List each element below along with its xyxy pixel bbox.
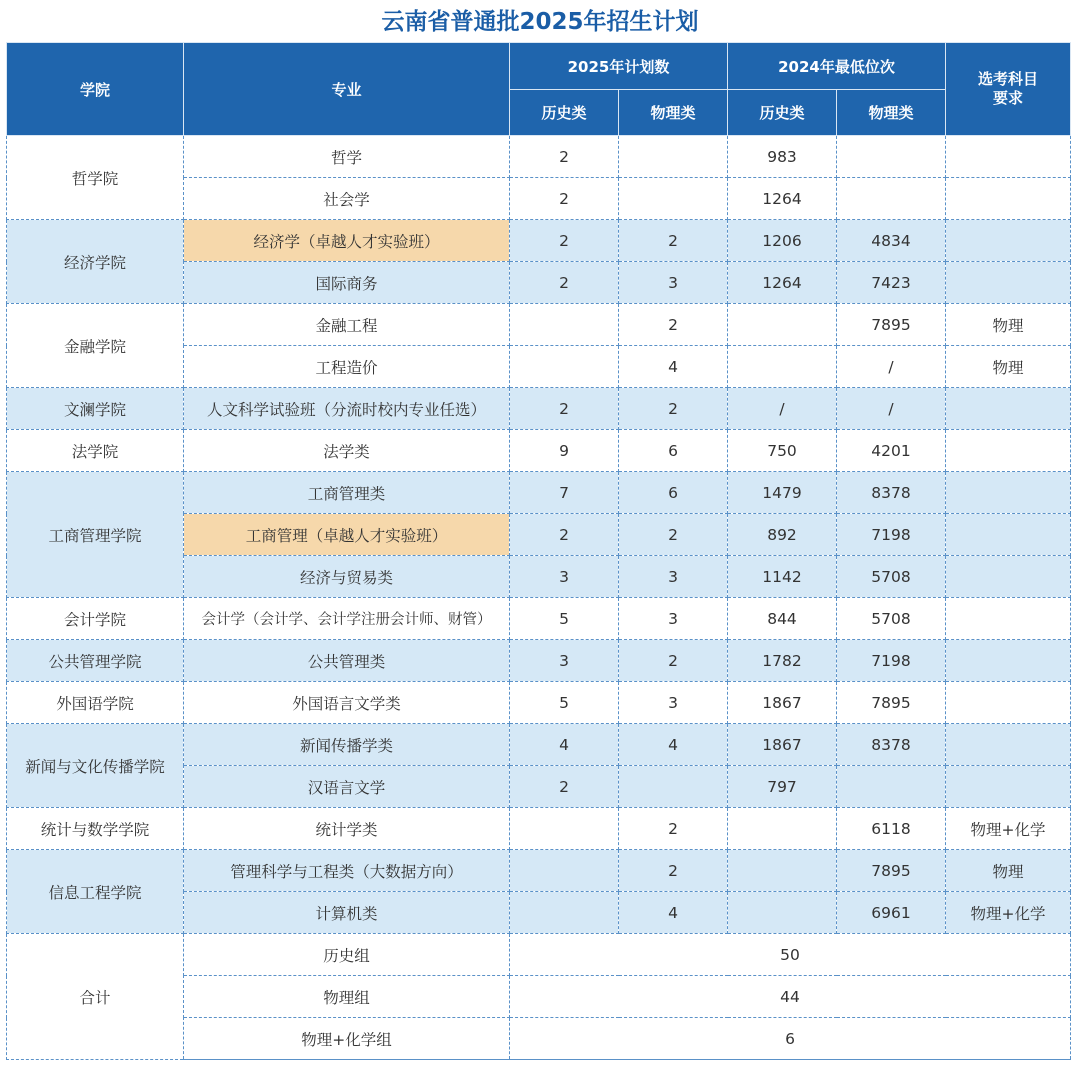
requirement-cell — [946, 598, 1071, 640]
requirement-cell — [946, 430, 1071, 472]
rank-history-cell: 797 — [728, 766, 837, 808]
rank-history-cell: / — [728, 388, 837, 430]
plan-physics-cell: 2 — [619, 304, 728, 346]
major-cell: 哲学 — [184, 136, 510, 178]
major-cell: 统计学类 — [184, 808, 510, 850]
major-cell: 会计学（会计学、会计学注册会计师、财管） — [184, 598, 510, 640]
major-cell: 金融工程 — [184, 304, 510, 346]
plan-physics-cell: 4 — [619, 724, 728, 766]
plan-history-cell: 2 — [510, 262, 619, 304]
totals-row — [7, 934, 1071, 976]
rank-physics-cell: 5708 — [837, 556, 946, 598]
plan-history-cell — [510, 850, 619, 892]
plan-history-cell — [510, 346, 619, 388]
plan-history-cell — [510, 304, 619, 346]
rank-history-cell — [728, 346, 837, 388]
table-row — [7, 136, 1071, 178]
major-cell-highlighted: 经济学（卓越人才实验班） — [184, 220, 510, 262]
major-cell-highlighted: 工商管理（卓越人才实验班） — [184, 514, 510, 556]
plan-history-cell: 5 — [510, 598, 619, 640]
table-row — [7, 388, 1071, 430]
college-cell: 哲学院 — [7, 136, 184, 220]
college-cell: 法学院 — [7, 430, 184, 472]
plan-physics-cell — [619, 766, 728, 808]
major-cell: 国际商务 — [184, 262, 510, 304]
table-row — [7, 640, 1071, 682]
plan-history-cell: 3 — [510, 640, 619, 682]
table-row — [7, 808, 1071, 850]
rank-physics-cell: 5708 — [837, 598, 946, 640]
table-body — [7, 136, 1071, 1060]
major-cell: 人文科学试验班（分流时校内专业任选） — [184, 388, 510, 430]
rank-history-cell: 1206 — [728, 220, 837, 262]
requirement-cell: 物理 — [946, 304, 1071, 346]
page-title: 云南省普通批2025年招生计划 — [381, 9, 699, 35]
plan-physics-cell: 2 — [619, 640, 728, 682]
college-cell: 信息工程学院 — [7, 850, 184, 934]
major-cell: 法学类 — [184, 430, 510, 472]
plan-history-cell — [510, 892, 619, 934]
rank-physics-cell: 7895 — [837, 682, 946, 724]
rank-history-cell: 844 — [728, 598, 837, 640]
college-cell: 金融学院 — [7, 304, 184, 388]
plan-physics-cell: 2 — [619, 808, 728, 850]
college-cell: 会计学院 — [7, 598, 184, 640]
plan-physics-cell: 6 — [619, 430, 728, 472]
major-cell: 新闻传播学类 — [184, 724, 510, 766]
major-cell: 管理科学与工程类（大数据方向） — [184, 850, 510, 892]
requirement-cell — [946, 556, 1071, 598]
plan-history-cell: 5 — [510, 682, 619, 724]
plan-physics-cell: 2 — [619, 514, 728, 556]
college-cell: 统计与数学学院 — [7, 808, 184, 850]
table-row — [7, 220, 1071, 262]
college-cell: 新闻与文化传播学院 — [7, 724, 184, 808]
rank-physics-cell: 4834 — [837, 220, 946, 262]
totals-value: 6 — [510, 1018, 1071, 1060]
rank-physics-cell: / — [837, 388, 946, 430]
plan-physics-cell: 4 — [619, 892, 728, 934]
table-row — [7, 430, 1071, 472]
plan-physics-cell — [619, 178, 728, 220]
rank-history-cell: 750 — [728, 430, 837, 472]
college-cell: 经济学院 — [7, 220, 184, 304]
rank-physics-cell: 7198 — [837, 640, 946, 682]
plan-physics-cell — [619, 136, 728, 178]
major-cell: 社会学 — [184, 178, 510, 220]
totals-value: 44 — [510, 976, 1071, 1018]
requirement-cell: 物理 — [946, 346, 1071, 388]
major-cell: 工程造价 — [184, 346, 510, 388]
header-college: 学院 — [7, 43, 184, 136]
rank-physics-cell — [837, 178, 946, 220]
header-min-rank-2024: 2024年最低位次 — [728, 43, 946, 90]
plan-history-cell: 2 — [510, 388, 619, 430]
header-subject-requirement: 选考科目 要求 — [946, 43, 1071, 136]
plan-physics-cell: 2 — [619, 220, 728, 262]
rank-history-cell: 1264 — [728, 178, 837, 220]
totals-group: 物理组 — [184, 976, 510, 1018]
rank-history-cell: 1867 — [728, 724, 837, 766]
college-cell: 外国语学院 — [7, 682, 184, 724]
college-cell: 公共管理学院 — [7, 640, 184, 682]
major-cell: 外国语言文学类 — [184, 682, 510, 724]
rank-history-cell: 1782 — [728, 640, 837, 682]
college-cell: 工商管理学院 — [7, 472, 184, 598]
requirement-cell — [946, 682, 1071, 724]
requirement-cell — [946, 220, 1071, 262]
major-cell: 计算机类 — [184, 892, 510, 934]
rank-physics-cell: 7895 — [837, 304, 946, 346]
rank-physics-cell: 7895 — [837, 850, 946, 892]
rank-history-cell: 1867 — [728, 682, 837, 724]
header-rank-physics: 物理类 — [837, 90, 946, 136]
rank-physics-cell — [837, 136, 946, 178]
rank-history-cell — [728, 850, 837, 892]
table-row — [7, 304, 1071, 346]
rank-physics-cell: 8378 — [837, 472, 946, 514]
rank-history-cell: 1264 — [728, 262, 837, 304]
plan-history-cell: 9 — [510, 430, 619, 472]
requirement-cell: 物理+化学 — [946, 892, 1071, 934]
plan-history-cell — [510, 808, 619, 850]
rank-physics-cell — [837, 766, 946, 808]
requirement-cell — [946, 766, 1071, 808]
header-plan-physics: 物理类 — [619, 90, 728, 136]
plan-history-cell: 2 — [510, 766, 619, 808]
major-cell: 汉语言文学 — [184, 766, 510, 808]
rank-physics-cell: 7423 — [837, 262, 946, 304]
table-row — [7, 724, 1071, 766]
plan-physics-cell: 2 — [619, 388, 728, 430]
plan-history-cell: 3 — [510, 556, 619, 598]
requirement-cell — [946, 262, 1071, 304]
table-row — [7, 850, 1071, 892]
plan-physics-cell: 4 — [619, 346, 728, 388]
requirement-cell: 物理+化学 — [946, 808, 1071, 850]
rank-history-cell — [728, 892, 837, 934]
college-cell: 文澜学院 — [7, 388, 184, 430]
header-rank-history: 历史类 — [728, 90, 837, 136]
rank-history-cell — [728, 304, 837, 346]
rank-history-cell — [728, 808, 837, 850]
rank-physics-cell: 6118 — [837, 808, 946, 850]
plan-history-cell: 4 — [510, 724, 619, 766]
enrollment-plan-table — [6, 42, 1071, 1060]
rank-history-cell: 1142 — [728, 556, 837, 598]
major-cell: 公共管理类 — [184, 640, 510, 682]
totals-label: 合计 — [7, 934, 184, 1060]
rank-physics-cell: 4201 — [837, 430, 946, 472]
plan-physics-cell: 3 — [619, 556, 728, 598]
plan-history-cell: 2 — [510, 178, 619, 220]
plan-physics-cell: 6 — [619, 472, 728, 514]
plan-history-cell: 7 — [510, 472, 619, 514]
requirement-cell — [946, 472, 1071, 514]
requirement-cell — [946, 178, 1071, 220]
plan-history-cell: 2 — [510, 514, 619, 556]
requirement-cell — [946, 388, 1071, 430]
table-row — [7, 598, 1071, 640]
rank-history-cell: 892 — [728, 514, 837, 556]
header-plan-2025: 2025年计划数 — [510, 43, 728, 90]
rank-physics-cell: 8378 — [837, 724, 946, 766]
plan-physics-cell: 3 — [619, 682, 728, 724]
plan-physics-cell: 2 — [619, 850, 728, 892]
rank-physics-cell: 7198 — [837, 514, 946, 556]
requirement-cell: 物理 — [946, 850, 1071, 892]
totals-group: 物理+化学组 — [184, 1018, 510, 1060]
table-header — [7, 43, 1071, 136]
requirement-cell — [946, 136, 1071, 178]
totals-value: 50 — [510, 934, 1071, 976]
rank-history-cell: 1479 — [728, 472, 837, 514]
header-plan-history: 历史类 — [510, 90, 619, 136]
rank-physics-cell: 6961 — [837, 892, 946, 934]
totals-group: 历史组 — [184, 934, 510, 976]
rank-physics-cell: / — [837, 346, 946, 388]
requirement-cell — [946, 724, 1071, 766]
header-major: 专业 — [184, 43, 510, 136]
major-cell: 工商管理类 — [184, 472, 510, 514]
requirement-cell — [946, 640, 1071, 682]
plan-physics-cell: 3 — [619, 598, 728, 640]
plan-physics-cell: 3 — [619, 262, 728, 304]
major-cell: 经济与贸易类 — [184, 556, 510, 598]
table-row — [7, 682, 1071, 724]
plan-history-cell: 2 — [510, 136, 619, 178]
table-row — [7, 472, 1071, 514]
rank-history-cell: 983 — [728, 136, 837, 178]
plan-history-cell: 2 — [510, 220, 619, 262]
requirement-cell — [946, 514, 1071, 556]
